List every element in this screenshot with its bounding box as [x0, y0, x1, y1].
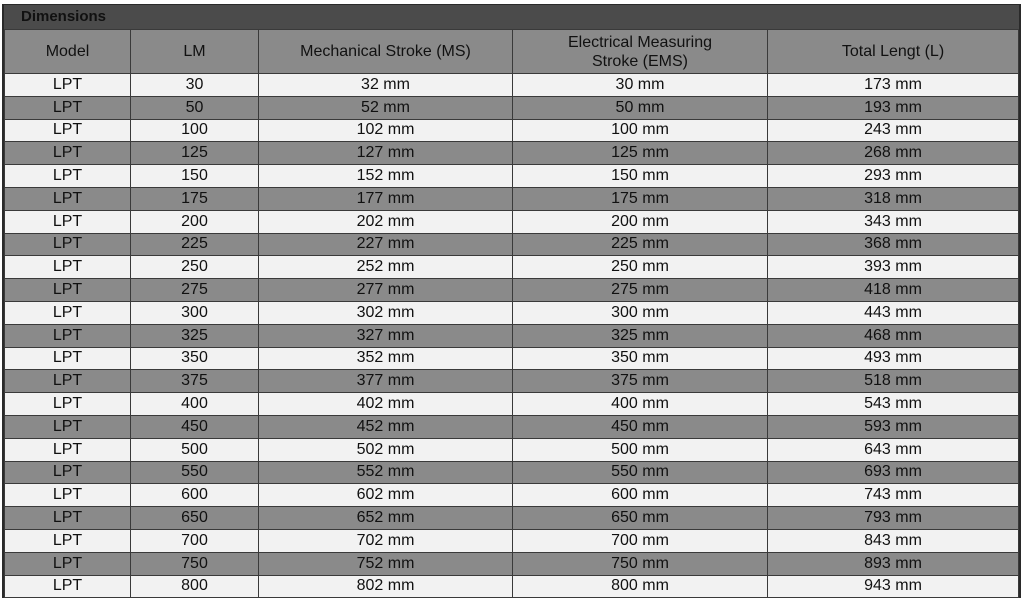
cell-model: LPT	[5, 210, 131, 233]
cell-lm: 750	[131, 552, 259, 575]
table-row	[5, 96, 1019, 119]
cell-lm: 325	[131, 324, 259, 347]
cell-electrical-stroke: 300 mm	[513, 301, 768, 324]
column-header-electrical-stroke: Electrical Measuring Stroke (EMS)	[513, 30, 768, 74]
table-row	[5, 415, 1019, 438]
cell-mechanical-stroke: 227 mm	[259, 233, 513, 256]
cell-mechanical-stroke: 152 mm	[259, 165, 513, 188]
cell-model: LPT	[5, 415, 131, 438]
cell-model: LPT	[5, 142, 131, 165]
table-title-bar	[4, 4, 1019, 29]
table-body	[5, 74, 1019, 598]
cell-total-length: 293 mm	[768, 165, 1019, 188]
table-row	[5, 119, 1019, 142]
table-row	[5, 438, 1019, 461]
cell-electrical-stroke: 350 mm	[513, 347, 768, 370]
cell-total-length: 843 mm	[768, 529, 1019, 552]
cell-model: LPT	[5, 187, 131, 210]
cell-lm: 275	[131, 279, 259, 302]
table-row	[5, 279, 1019, 302]
cell-mechanical-stroke: 352 mm	[259, 347, 513, 370]
dimensions-table-frame	[2, 4, 1021, 598]
cell-model: LPT	[5, 484, 131, 507]
cell-lm: 300	[131, 301, 259, 324]
cell-model: LPT	[5, 347, 131, 370]
table-row	[5, 324, 1019, 347]
cell-electrical-stroke: 100 mm	[513, 119, 768, 142]
cell-lm: 100	[131, 119, 259, 142]
cell-total-length: 743 mm	[768, 484, 1019, 507]
cell-electrical-stroke: 650 mm	[513, 507, 768, 530]
cell-mechanical-stroke: 202 mm	[259, 210, 513, 233]
cell-electrical-stroke: 450 mm	[513, 415, 768, 438]
cell-total-length: 418 mm	[768, 279, 1019, 302]
table-row	[5, 210, 1019, 233]
cell-total-length: 543 mm	[768, 393, 1019, 416]
column-header-model: Model	[5, 30, 131, 74]
cell-model: LPT	[5, 324, 131, 347]
cell-electrical-stroke: 200 mm	[513, 210, 768, 233]
cell-mechanical-stroke: 402 mm	[259, 393, 513, 416]
table-row	[5, 301, 1019, 324]
table-row	[5, 393, 1019, 416]
cell-mechanical-stroke: 452 mm	[259, 415, 513, 438]
cell-electrical-stroke: 700 mm	[513, 529, 768, 552]
cell-total-length: 318 mm	[768, 187, 1019, 210]
cell-mechanical-stroke: 652 mm	[259, 507, 513, 530]
cell-model: LPT	[5, 256, 131, 279]
cell-lm: 650	[131, 507, 259, 530]
cell-model: LPT	[5, 575, 131, 598]
cell-model: LPT	[5, 393, 131, 416]
cell-mechanical-stroke: 127 mm	[259, 142, 513, 165]
cell-total-length: 518 mm	[768, 370, 1019, 393]
column-header-total-length: Total Lengt (L)	[768, 30, 1019, 74]
cell-total-length: 593 mm	[768, 415, 1019, 438]
cell-mechanical-stroke: 552 mm	[259, 461, 513, 484]
table-row	[5, 187, 1019, 210]
cell-lm: 225	[131, 233, 259, 256]
cell-model: LPT	[5, 96, 131, 119]
cell-mechanical-stroke: 32 mm	[259, 74, 513, 97]
cell-mechanical-stroke: 377 mm	[259, 370, 513, 393]
cell-lm: 50	[131, 96, 259, 119]
cell-model: LPT	[5, 165, 131, 188]
cell-electrical-stroke: 250 mm	[513, 256, 768, 279]
cell-lm: 800	[131, 575, 259, 598]
cell-lm: 375	[131, 370, 259, 393]
table-row	[5, 347, 1019, 370]
cell-electrical-stroke: 50 mm	[513, 96, 768, 119]
cell-total-length: 193 mm	[768, 96, 1019, 119]
cell-model: LPT	[5, 233, 131, 256]
cell-mechanical-stroke: 252 mm	[259, 256, 513, 279]
cell-mechanical-stroke: 802 mm	[259, 575, 513, 598]
cell-total-length: 793 mm	[768, 507, 1019, 530]
cell-mechanical-stroke: 752 mm	[259, 552, 513, 575]
cell-electrical-stroke: 30 mm	[513, 74, 768, 97]
cell-total-length: 343 mm	[768, 210, 1019, 233]
cell-total-length: 643 mm	[768, 438, 1019, 461]
cell-lm: 250	[131, 256, 259, 279]
cell-electrical-stroke: 800 mm	[513, 575, 768, 598]
header-row	[5, 30, 1019, 74]
table-row	[5, 74, 1019, 97]
cell-total-length: 493 mm	[768, 347, 1019, 370]
cell-electrical-stroke: 275 mm	[513, 279, 768, 302]
cell-model: LPT	[5, 74, 131, 97]
cell-total-length: 368 mm	[768, 233, 1019, 256]
table-row	[5, 256, 1019, 279]
cell-electrical-stroke: 400 mm	[513, 393, 768, 416]
cell-model: LPT	[5, 529, 131, 552]
cell-lm: 400	[131, 393, 259, 416]
cell-total-length: 268 mm	[768, 142, 1019, 165]
cell-electrical-stroke: 175 mm	[513, 187, 768, 210]
column-header-mechanical-stroke: Mechanical Stroke (MS)	[259, 30, 513, 74]
cell-lm: 175	[131, 187, 259, 210]
cell-total-length: 468 mm	[768, 324, 1019, 347]
cell-total-length: 443 mm	[768, 301, 1019, 324]
cell-model: LPT	[5, 279, 131, 302]
dimensions-table	[4, 29, 1019, 598]
cell-electrical-stroke: 500 mm	[513, 438, 768, 461]
cell-mechanical-stroke: 302 mm	[259, 301, 513, 324]
cell-lm: 150	[131, 165, 259, 188]
cell-electrical-stroke: 325 mm	[513, 324, 768, 347]
table-row	[5, 461, 1019, 484]
table-row	[5, 165, 1019, 188]
cell-model: LPT	[5, 438, 131, 461]
cell-model: LPT	[5, 119, 131, 142]
table-row	[5, 484, 1019, 507]
cell-lm: 200	[131, 210, 259, 233]
cell-mechanical-stroke: 177 mm	[259, 187, 513, 210]
cell-lm: 600	[131, 484, 259, 507]
cell-electrical-stroke: 375 mm	[513, 370, 768, 393]
cell-lm: 500	[131, 438, 259, 461]
cell-mechanical-stroke: 327 mm	[259, 324, 513, 347]
table-row	[5, 575, 1019, 598]
cell-model: LPT	[5, 370, 131, 393]
table-title: Dimensions	[21, 8, 107, 25]
cell-electrical-stroke: 600 mm	[513, 484, 768, 507]
cell-model: LPT	[5, 461, 131, 484]
cell-lm: 125	[131, 142, 259, 165]
cell-electrical-stroke: 750 mm	[513, 552, 768, 575]
cell-electrical-stroke: 150 mm	[513, 165, 768, 188]
cell-lm: 550	[131, 461, 259, 484]
cell-total-length: 943 mm	[768, 575, 1019, 598]
cell-model: LPT	[5, 301, 131, 324]
cell-total-length: 693 mm	[768, 461, 1019, 484]
cell-total-length: 173 mm	[768, 74, 1019, 97]
cell-mechanical-stroke: 502 mm	[259, 438, 513, 461]
cell-lm: 350	[131, 347, 259, 370]
column-header-lm: LM	[131, 30, 259, 74]
cell-electrical-stroke: 125 mm	[513, 142, 768, 165]
cell-model: LPT	[5, 552, 131, 575]
table-row	[5, 529, 1019, 552]
cell-mechanical-stroke: 602 mm	[259, 484, 513, 507]
cell-electrical-stroke: 550 mm	[513, 461, 768, 484]
cell-lm: 450	[131, 415, 259, 438]
table-row	[5, 507, 1019, 530]
cell-mechanical-stroke: 277 mm	[259, 279, 513, 302]
table-row	[5, 233, 1019, 256]
cell-total-length: 893 mm	[768, 552, 1019, 575]
cell-mechanical-stroke: 102 mm	[259, 119, 513, 142]
table-row	[5, 370, 1019, 393]
cell-mechanical-stroke: 52 mm	[259, 96, 513, 119]
cell-lm: 700	[131, 529, 259, 552]
table-row	[5, 552, 1019, 575]
cell-mechanical-stroke: 702 mm	[259, 529, 513, 552]
cell-electrical-stroke: 225 mm	[513, 233, 768, 256]
cell-total-length: 243 mm	[768, 119, 1019, 142]
table-row	[5, 142, 1019, 165]
cell-total-length: 393 mm	[768, 256, 1019, 279]
cell-model: LPT	[5, 507, 131, 530]
cell-lm: 30	[131, 74, 259, 97]
